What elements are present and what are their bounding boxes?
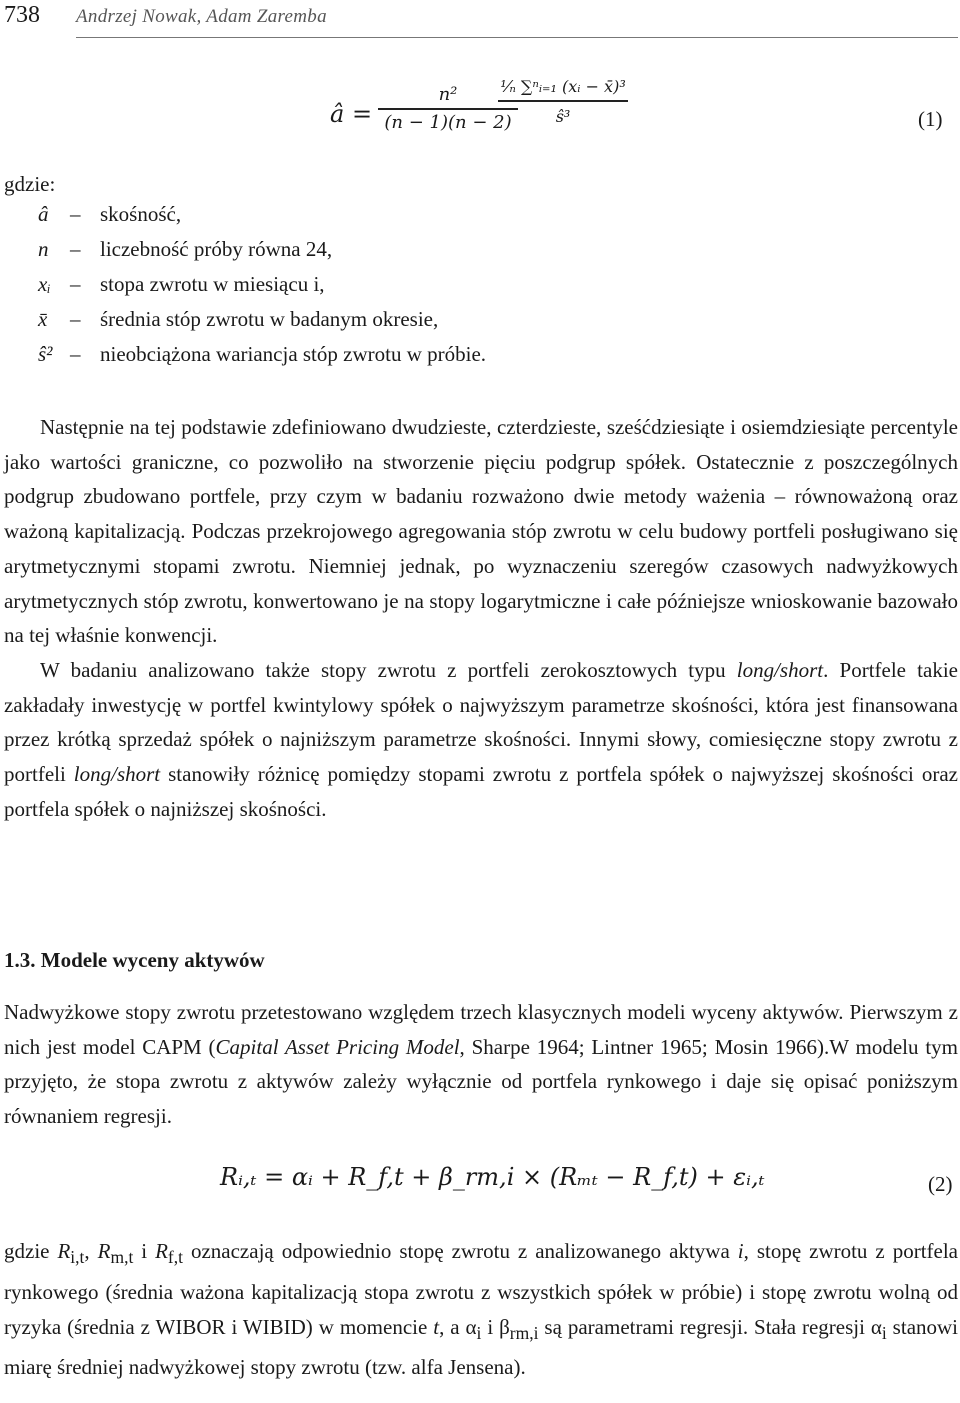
body-section-portfolios [4, 410, 958, 826]
definition-item [4, 307, 604, 342]
fraction-bar [498, 100, 628, 102]
fraction-first-denominator: (n − 1)(n − 2) [384, 111, 512, 133]
header-rule [76, 37, 958, 38]
symbol: R [57, 1239, 71, 1263]
definition-symbol: n [38, 237, 49, 261]
fraction-bar [378, 108, 518, 110]
text-run: , Sharpe 1964; Lintner 1965; Mosin 1966).W modelu tym przyjęto, że stopa zwrotu z aktywów zależy wyłącznie od portfela rynkowego i daje się opisać poniższym równaniem regresji. [4, 1034, 958, 1129]
equation-number-1: (1) [918, 107, 943, 131]
fraction-second-denominator: ŝ³ [555, 106, 571, 126]
definition-text: stopa zwrotu w miesiącu i, [100, 272, 325, 296]
subscript: i,t [70, 1247, 85, 1268]
page-number: 738 [4, 2, 40, 28]
definition-text: skośność, [100, 202, 182, 226]
subscript: i [476, 1322, 482, 1343]
text-run: . Portfele takie zakładały inwestycję w portfel kwintylowy spółek o najwyższym parametrze skośności, która jest finansowana przez krótką sprzedaż spółek o najniższym parametrze skośności. Innymi słowy, comiesięczne stopy zwrotu z portfeli [4, 657, 958, 787]
text-run: i [133, 1239, 156, 1263]
subscript: f,t [167, 1247, 183, 1268]
symbol: i [737, 1239, 744, 1263]
running-header [0, 0, 960, 34]
text-run: , a α [439, 1314, 477, 1339]
text-run: stanowiły różnicę pomiędzy stopami zwrotu z portfela spółek o najwyższej skośności oraz portfela spółek o najniższej skośności. [4, 762, 958, 821]
symbol: R [155, 1239, 168, 1263]
where-label: gdzie: [4, 172, 56, 196]
body-section-where [4, 1234, 958, 1385]
text-run: i β [481, 1314, 510, 1339]
paragraph-percentiles: Następnie na tej podstawie zdefiniowano dwudzieste, czterdzieste, sześćdziesiąte i osiemdziesiąte percentyle jako wartości graniczne, co pozwoliło na stworzenie pięciu podgrup spółek. Ostatecznie z poszczególnych podgrup zbudowano portfele, przy czym w badaniu rozważono dwie metody ważenia – równoważoną oraz ważoną kapitalizacją. Podczas przekrojowego agregowania stóp zwrotu w celu budowy portfeli posługiwano się arytmetycznymi stopami zwrotu. Niemniej jednak, po wyznaczeniu szeregów czasowych nadwyżkowych arytmetycznych stóp zwrotu, konwertowano je na stopy logarytmiczne i całe późniejsze wnioskowanie bazowało na tej właśnie konwencji. [4, 415, 958, 648]
paragraph-long-short [4, 653, 958, 827]
text-run: są parametrami regresji. Stała regresji α [538, 1314, 882, 1339]
definition-dash: – [70, 202, 81, 226]
symbol: t [433, 1314, 440, 1339]
definition-dash: – [70, 307, 81, 331]
body-section-models [4, 995, 958, 1134]
text-run: W badaniu analizowano także stopy zwrotu z portfeli zerokosztowych typu [40, 657, 737, 682]
equation-number-2: (2) [928, 1172, 953, 1196]
subscript: i [881, 1322, 887, 1343]
subscript: rm,i [509, 1322, 539, 1343]
paragraph-variables [4, 1234, 958, 1385]
fraction-second-numerator: ¹⁄ₙ ∑ⁿᵢ₌₁ (xᵢ − x̄)³ [500, 77, 626, 96]
definition-symbol: xᵢ [38, 272, 51, 296]
running-header-authors: Andrzej Nowak, Adam Zaremba [76, 6, 327, 27]
definition-symbol: x̄ [38, 307, 48, 331]
definition-symbol: ŝ² [38, 342, 53, 366]
fraction-first [378, 84, 518, 134]
definition-text: nieobciążona wariancja stóp zwrotu w próbie. [100, 342, 487, 366]
definitions-list [4, 202, 604, 377]
text-run: stanowi miarę średniej nadwyżkowej stopy zwrotu (tzw. alfa Jensena). [4, 1314, 959, 1380]
italic-term: long/short [736, 657, 824, 682]
definition-dash: – [70, 342, 81, 366]
equation-skewness [300, 76, 640, 146]
definition-item [4, 202, 604, 237]
italic-term: long/short [73, 762, 161, 787]
text-run: Nadwyżkowe stopy zwrotu przetestowano względem trzech klasycznych modeli wyceny aktywów. Pierwszym z nich jest model CAPM ( [4, 1000, 958, 1059]
fraction-first-numerator: n² [438, 84, 458, 105]
text-run: , [84, 1239, 98, 1263]
fraction-second [498, 76, 628, 128]
paragraph-capm [4, 995, 958, 1134]
subscript: m,t [110, 1247, 134, 1268]
text-run: , stopę zwrotu z portfela rynkowego (średnia ważona kapitalizacją stopa zwrotu z wszystkich spółek w próbie) i stopę zwrotu wolną od ryzyka (średnia z WIBOR i WIBID) w momencie [4, 1239, 958, 1339]
section-heading: 1.3. Modele wyceny aktywów [4, 948, 265, 972]
text-run: oznaczają odpowiednio stopę zwrotu z analizowanego aktywa [183, 1239, 738, 1263]
symbol: R [97, 1239, 111, 1263]
equation-capm: Rᵢ,ₜ = αᵢ + R_f,t + β_rm,i × (Rₘₜ − R_f,t) + εᵢ,ₜ [220, 1163, 765, 1191]
italic-term: Capital Asset Pricing Model [215, 1034, 460, 1059]
definition-item [4, 237, 604, 272]
definition-text: liczebność próby równa 24, [100, 237, 333, 261]
definition-text: średnia stóp zwrotu w badanym okresie, [100, 307, 439, 331]
text-run: gdzie [4, 1239, 58, 1263]
equation-lhs: â = [330, 100, 373, 128]
definition-symbol: â [38, 202, 49, 226]
definition-dash: – [70, 237, 81, 261]
definition-item [4, 272, 604, 307]
definition-dash: – [70, 272, 81, 296]
definition-item [4, 342, 604, 377]
